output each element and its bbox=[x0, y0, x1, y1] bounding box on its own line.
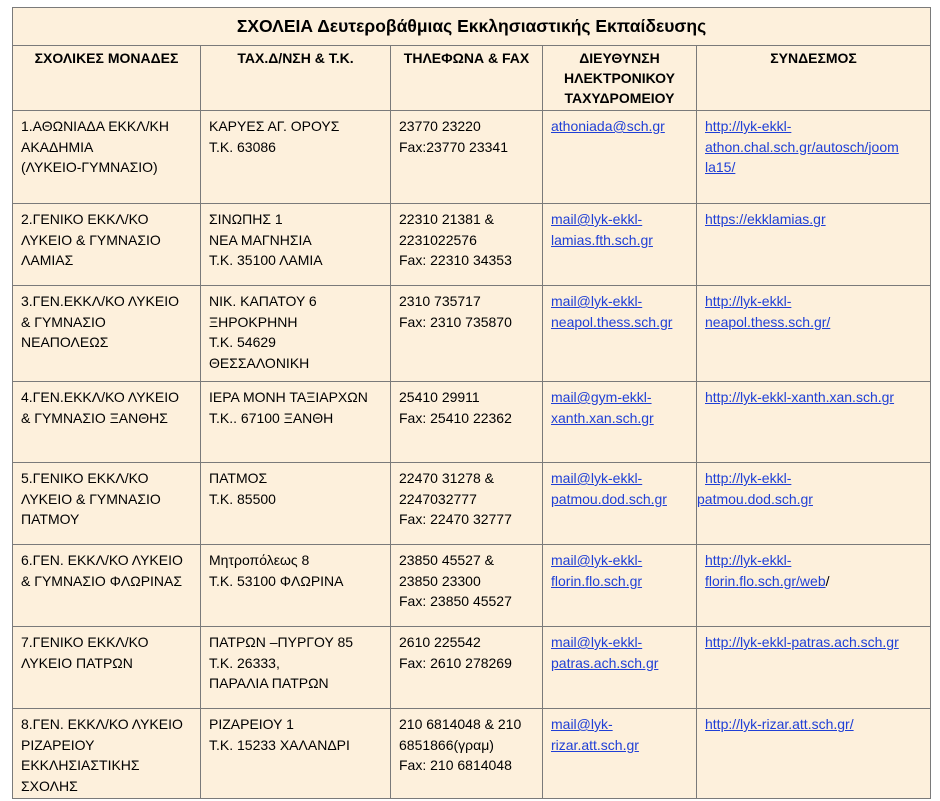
school-name-line: ΛΥΚΕΙΟ & ΓΥΜΝΑΣΙΟ bbox=[21, 490, 161, 507]
website-link-text: http://lyk-ekkl-xanth.xan.sch.gr bbox=[705, 389, 895, 405]
address-line: Τ.Κ. 53100 ΦΛΩΡΙΝΑ bbox=[209, 572, 344, 589]
email-cell bbox=[543, 709, 697, 799]
phones-cell bbox=[391, 204, 543, 286]
address-line: ΚΑΡΥΕΣ ΑΓ. ΟΡΟΥΣ bbox=[209, 118, 340, 134]
phone-line: 2247032777 bbox=[399, 490, 477, 507]
phone-line: Fax: 23850 45527 bbox=[399, 593, 512, 609]
address-line: ΝΙΚ. ΚΑΠΑΤΟΥ 6 bbox=[209, 293, 317, 309]
school-name-line: & ΓΥΜΝΑΣΙΟ ΦΛΩΡΙΝΑΣ bbox=[21, 572, 183, 589]
email-link-text: patmou.dod.sch.gr bbox=[551, 490, 667, 507]
email-cell bbox=[543, 545, 697, 627]
website-link-text: http://lyk-ekkl- bbox=[705, 470, 792, 486]
email-link[interactable] bbox=[551, 632, 692, 673]
phone-line: 2610 225542 bbox=[399, 634, 481, 650]
website-cell bbox=[697, 111, 931, 204]
table-row bbox=[13, 286, 931, 382]
phones-cell bbox=[391, 545, 543, 627]
phone-line: Fax: 210 6814048 bbox=[399, 757, 512, 773]
header-link bbox=[697, 46, 931, 111]
phone-line: Fax: 22470 32777 bbox=[399, 511, 512, 527]
website-link-text: http://lyk-ekkl-patras.ach.sch.gr bbox=[705, 634, 899, 650]
website-link[interactable] bbox=[705, 387, 926, 408]
table-row bbox=[13, 204, 931, 286]
email-link-text: mail@lyk-ekkl- bbox=[551, 470, 643, 486]
website-link-text: https://ekklamias.gr bbox=[705, 211, 826, 227]
address-cell bbox=[201, 382, 391, 463]
website-link[interactable] bbox=[705, 550, 926, 589]
school-name-line: (ΛΥΚΕΙΟ-ΓΥΜΝΑΣΙΟ) bbox=[21, 159, 158, 175]
email-link-text: neapol.thess.sch.gr bbox=[551, 313, 673, 330]
email-link[interactable] bbox=[551, 291, 692, 332]
school-name-cell bbox=[13, 286, 201, 382]
website-link[interactable] bbox=[705, 116, 926, 178]
phone-line: 23850 45527 & bbox=[399, 552, 494, 568]
address-line: Τ.Κ. 15233 ΧΑΛΑΝΔΡΙ bbox=[209, 736, 350, 753]
address-cell bbox=[201, 709, 391, 799]
header-email-label-3: ΤΑΧΥΔΡΟΜΕΙΟΥ bbox=[564, 90, 675, 106]
header-address bbox=[201, 46, 391, 111]
header-schools-label: ΣΧΟΛΙΚΕΣ ΜΟΝΑΔΕΣ bbox=[34, 50, 179, 66]
phone-line: Fax:23770 23341 bbox=[399, 138, 508, 155]
school-name-line: 6.ΓΕΝ. ΕΚΚΛ/ΚΟ ΛΥΚΕΙΟ bbox=[21, 552, 183, 568]
address-line: ΞΗΡΟΚΡΗΝΗ bbox=[209, 313, 298, 330]
school-name-line: ΡΙΖΑΡΕΙΟΥ bbox=[21, 736, 95, 753]
school-name-line: 8.ΓΕΝ. ΕΚΚΛ/ΚΟ ΛΥΚΕΙΟ bbox=[21, 716, 183, 732]
website-link-suffix: / bbox=[825, 572, 830, 589]
website-link-text: http://lyk-rizar.att.sch.gr/ bbox=[705, 716, 854, 732]
email-link-text: mail@lyk- bbox=[551, 716, 613, 732]
school-name-cell bbox=[13, 463, 201, 545]
email-cell bbox=[543, 382, 697, 463]
website-cell bbox=[697, 627, 931, 709]
phone-line: 210 6814048 & 210 bbox=[399, 716, 522, 732]
email-link[interactable] bbox=[551, 550, 692, 591]
email-link[interactable] bbox=[551, 387, 692, 428]
school-name-line: ΣΧΟΛΗΣ bbox=[21, 777, 78, 794]
school-name-line: 5.ΓΕΝΙΚΟ ΕΚΚΛ/ΚΟ bbox=[21, 470, 149, 486]
email-link-text: mail@lyk-ekkl- bbox=[551, 634, 643, 650]
phones-cell bbox=[391, 286, 543, 382]
title-row bbox=[13, 8, 931, 46]
address-cell bbox=[201, 545, 391, 627]
table-row bbox=[13, 627, 931, 709]
website-link-text: athon.chal.sch.gr/autosch/joom bbox=[705, 138, 899, 155]
website-cell bbox=[697, 545, 931, 627]
school-name-cell bbox=[13, 382, 201, 463]
address-line: ΡΙΖΑΡΕΙΟΥ 1 bbox=[209, 716, 294, 732]
phone-line: 23770 23220 bbox=[399, 118, 481, 134]
website-link[interactable] bbox=[705, 291, 926, 332]
phone-line: 23850 23300 bbox=[399, 572, 481, 589]
phone-line: Fax: 2310 735870 bbox=[399, 313, 512, 330]
website-cell bbox=[697, 382, 931, 463]
school-name-cell bbox=[13, 204, 201, 286]
address-line: ΠΑΤΡΩΝ –ΠΥΡΓΟΥ 85 bbox=[209, 634, 354, 650]
header-email-label-1: ΔΙΕΥΘΥΝΣΗ bbox=[579, 50, 660, 66]
header-row bbox=[13, 46, 931, 111]
email-link[interactable] bbox=[551, 209, 692, 250]
email-link[interactable] bbox=[551, 116, 692, 137]
school-name-line: 2.ΓΕΝΙΚΟ ΕΚΚΛ/ΚΟ bbox=[21, 211, 149, 227]
school-name-cell bbox=[13, 709, 201, 799]
website-link-text: http://lyk-ekkl- bbox=[705, 293, 792, 309]
email-link-text: mail@lyk-ekkl- bbox=[551, 552, 643, 568]
website-link-text: http://lyk-ekkl- bbox=[705, 552, 792, 568]
address-line: ΠΑΡΑΛΙΑ ΠΑΤΡΩΝ bbox=[209, 675, 329, 691]
email-link-text: mail@gym-ekkl- bbox=[551, 389, 652, 405]
email-link-text: rizar.att.sch.gr bbox=[551, 736, 639, 753]
phone-line: 25410 29911 bbox=[399, 389, 480, 405]
website-cell bbox=[697, 204, 931, 286]
phone-line: 22470 31278 & bbox=[399, 470, 494, 486]
phones-cell bbox=[391, 627, 543, 709]
website-link-text: http://lyk-ekkl- bbox=[705, 118, 792, 134]
address-line: Τ.Κ. 54629 bbox=[209, 334, 276, 350]
website-link-text: la15/ bbox=[705, 159, 736, 175]
website-link-text: neapol.thess.sch.gr/ bbox=[705, 313, 831, 330]
email-link-text: xanth.xan.sch.gr bbox=[551, 409, 654, 426]
address-line: ΝΕΑ ΜΑΓΝΗΣΙΑ bbox=[209, 231, 312, 248]
email-link-text: florin.flo.sch.gr bbox=[551, 572, 643, 589]
school-name-line: ΛΥΚΕΙΟ ΠΑΤΡΩΝ bbox=[21, 654, 133, 671]
address-line: Τ.Κ. 63086 bbox=[209, 138, 276, 155]
school-name-line: ΛΥΚΕΙΟ & ΓΥΜΝΑΣΙΟ bbox=[21, 231, 161, 248]
website-cell bbox=[697, 463, 931, 545]
phone-line: Fax: 22310 34353 bbox=[399, 252, 512, 268]
website-cell bbox=[697, 709, 931, 799]
schools-table-container bbox=[12, 7, 931, 799]
address-line: ΣΙΝΩΠΗΣ 1 bbox=[209, 211, 283, 227]
school-name-line: ΛΑΜΙΑΣ bbox=[21, 252, 74, 268]
school-name-line: & ΓΥΜΝΑΣΙΟ ΞΑΝΘΗΣ bbox=[21, 409, 168, 426]
website-link[interactable] bbox=[697, 468, 926, 509]
address-cell bbox=[201, 204, 391, 286]
website-link[interactable] bbox=[705, 632, 926, 653]
header-address-label: ΤΑΧ.Δ/ΝΣΗ & Τ.Κ. bbox=[237, 50, 354, 66]
table-row bbox=[13, 545, 931, 627]
email-cell bbox=[543, 286, 697, 382]
email-link-text: mail@lyk-ekkl- bbox=[551, 211, 643, 227]
email-cell bbox=[543, 463, 697, 545]
email-link[interactable] bbox=[551, 468, 692, 509]
email-link-text: patras.ach.sch.gr bbox=[551, 654, 659, 671]
address-line: Τ.Κ.. 67100 ΞΑΝΘΗ bbox=[209, 409, 334, 426]
school-name-cell bbox=[13, 627, 201, 709]
email-link-text: mail@lyk-ekkl- bbox=[551, 293, 643, 309]
school-name-line: 4.ΓΕΝ.ΕΚΚΛ/ΚΟ ΛΥΚΕΙΟ bbox=[21, 389, 179, 405]
school-name-line: 1.ΑΘΩΝΙΑΔΑ ΕΚΚΛ/ΚΗ bbox=[21, 118, 169, 134]
address-cell bbox=[201, 627, 391, 709]
header-schools bbox=[13, 46, 201, 111]
email-link-text: athoniada@sch.gr bbox=[551, 118, 665, 134]
phones-cell bbox=[391, 111, 543, 204]
email-cell bbox=[543, 111, 697, 204]
table-row bbox=[13, 709, 931, 799]
table-row bbox=[13, 111, 931, 204]
address-line: Τ.Κ. 85500 bbox=[209, 490, 276, 507]
address-cell bbox=[201, 286, 391, 382]
header-link-label: ΣΥΝΔΕΣΜΟΣ bbox=[770, 50, 857, 66]
website-link[interactable] bbox=[705, 209, 926, 230]
phones-cell bbox=[391, 382, 543, 463]
address-line: ΙΕΡΑ ΜΟΝΗ ΤΑΞΙΑΡΧΩΝ bbox=[209, 389, 368, 405]
school-name-line: ΠΑΤΜΟΥ bbox=[21, 511, 80, 527]
phone-line: 2231022576 bbox=[399, 231, 477, 248]
address-line: ΠΑΤΜΟΣ bbox=[209, 470, 268, 486]
email-link[interactable] bbox=[551, 714, 692, 755]
website-link[interactable] bbox=[705, 714, 926, 735]
header-email-label-2: ΗΛΕΚΤΡΟΝΙΚΟΥ bbox=[564, 70, 675, 86]
school-name-line: & ΓΥΜΝΑΣΙΟ bbox=[21, 313, 106, 330]
phone-line: 22310 21381 & bbox=[399, 211, 494, 227]
phone-line: Fax: 2610 278269 bbox=[399, 654, 512, 671]
table-body bbox=[13, 111, 931, 799]
email-cell bbox=[543, 627, 697, 709]
phone-line: 2310 735717 bbox=[399, 293, 481, 309]
address-line: Τ.Κ. 35100 ΛΑΜΙΑ bbox=[209, 252, 323, 268]
school-name-line: ΕΚΚΛΗΣΙΑΣΤΙΚΗΣ bbox=[21, 757, 140, 773]
school-name-line: ΝΕΑΠΟΛΕΩΣ bbox=[21, 334, 109, 350]
table-title: ΣΧΟΛΕΙΑ Δευτεροβάθμιας Εκκλησιαστικής Εκπαίδευσης bbox=[13, 8, 931, 46]
school-name-line: 7.ΓΕΝΙΚΟ ΕΚΚΛ/ΚΟ bbox=[21, 634, 149, 650]
table-row bbox=[13, 463, 931, 545]
phones-cell bbox=[391, 709, 543, 799]
email-link-text: lamias.fth.sch.gr bbox=[551, 231, 653, 248]
address-line: Τ.Κ. 26333, bbox=[209, 654, 280, 671]
table-row bbox=[13, 382, 931, 463]
school-name-cell bbox=[13, 545, 201, 627]
phones-cell bbox=[391, 463, 543, 545]
schools-table bbox=[12, 7, 931, 799]
phone-line: 6851866(γραμ) bbox=[399, 736, 494, 753]
website-link-text: florin.flo.sch.gr/web bbox=[705, 572, 826, 589]
address-line: Μητροπόλεως 8 bbox=[209, 552, 310, 568]
school-name-line: ΑΚΑΔΗΜΙΑ bbox=[21, 138, 94, 155]
header-phones-label: ΤΗΛΕΦΩΝΑ & FAX bbox=[403, 50, 530, 66]
website-link-text: patmou.dod.sch.gr bbox=[697, 490, 813, 507]
address-cell bbox=[201, 463, 391, 545]
address-cell bbox=[201, 111, 391, 204]
email-cell bbox=[543, 204, 697, 286]
website-cell bbox=[697, 286, 931, 382]
address-line: ΘΕΣΣΑΛΟΝΙΚΗ bbox=[209, 354, 310, 371]
header-email bbox=[543, 46, 697, 111]
school-name-line: 3.ΓΕΝ.ΕΚΚΛ/ΚΟ ΛΥΚΕΙΟ bbox=[21, 293, 179, 309]
phone-line: Fax: 25410 22362 bbox=[399, 409, 512, 426]
school-name-cell bbox=[13, 111, 201, 204]
header-phones bbox=[391, 46, 543, 111]
